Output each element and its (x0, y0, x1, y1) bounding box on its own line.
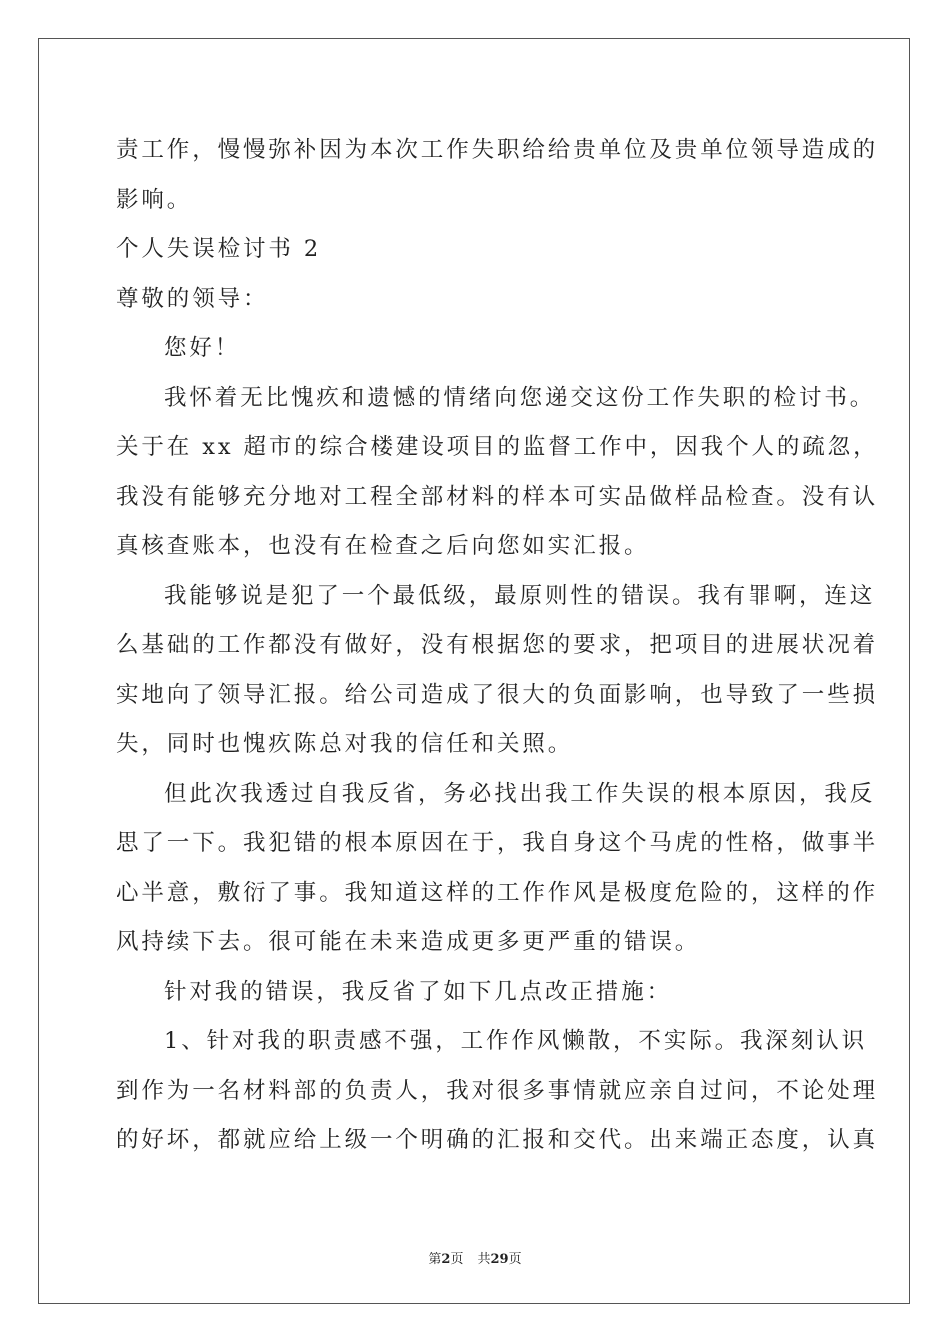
page-number: 2 (441, 1252, 451, 1267)
page-prefix: 第 (428, 1252, 442, 1267)
document-body (116, 126, 879, 1166)
text-line: 关于在 xx 超市的综合楼建设项目的监督工作中，因我个人的疏忽， (116, 434, 879, 460)
paragraph-start: 针对我的错误，我反省了如下几点改正措施： (164, 978, 673, 1005)
page-suffix: 页 (450, 1252, 464, 1267)
section-heading: 个人失误检讨书 2 (116, 236, 322, 262)
text-line: 实地向了领导汇报。给公司造成了很大的负面影响，也导致了一些损 (116, 681, 879, 708)
text-line: 心半意，敷衍了事。我知道这样的工作作风是极度危险的，这样的作 (116, 879, 879, 906)
text-line: 我没有能够充分地对工程全部材料的样本可实品做样品检查。没有认 (116, 483, 879, 510)
paragraph-start: 但此次我透过自我反省，务必找出我工作失误的根本原因，我反 (164, 780, 876, 807)
text-line: 责工作，慢慢弥补因为本次工作失职给给贵单位及贵单位领导造成的 (116, 137, 879, 163)
text-line: 思了一下。我犯错的根本原因在于，我自身这个马虎的性格，做事半 (116, 830, 879, 856)
salutation: 尊敬的领导： (116, 285, 269, 312)
text-line: 失，同时也愧疚陈总对我的信任和关照。 (116, 731, 574, 757)
total-prefix: 共 (477, 1252, 491, 1267)
page-footer (0, 1248, 950, 1267)
text-line: 真核查账本，也没有在检查之后向您如实汇报。 (116, 533, 650, 559)
greeting: 您好！ (164, 335, 241, 361)
text-line: 到作为一名材料部的负责人，我对很多事情就应亲自过问，不论处理 (116, 1077, 879, 1104)
paragraph-start: 我怀着无比愧疚和遗憾的情绪向您递交这份工作失职的检讨书。 (164, 384, 876, 411)
text-line: 风持续下去。很可能在未来造成更多更严重的错误。 (116, 929, 701, 955)
text-line: 影响。 (116, 186, 193, 213)
total-pages: 29 (490, 1252, 509, 1267)
paragraph-start: 1、针对我的职责感不强，工作作风懒散，不实际。我深刻认识 (164, 1028, 868, 1054)
total-suffix: 页 (508, 1252, 522, 1267)
text-line: 的好坏，都就应给上级一个明确的汇报和交代。出来端正态度，认真 (116, 1127, 879, 1153)
paragraph-start: 我能够说是犯了一个最低级，最原则性的错误。我有罪啊，连这 (164, 582, 876, 609)
text-line: 么基础的工作都没有做好，没有根据您的要求，把项目的进展状况着 (116, 632, 879, 658)
